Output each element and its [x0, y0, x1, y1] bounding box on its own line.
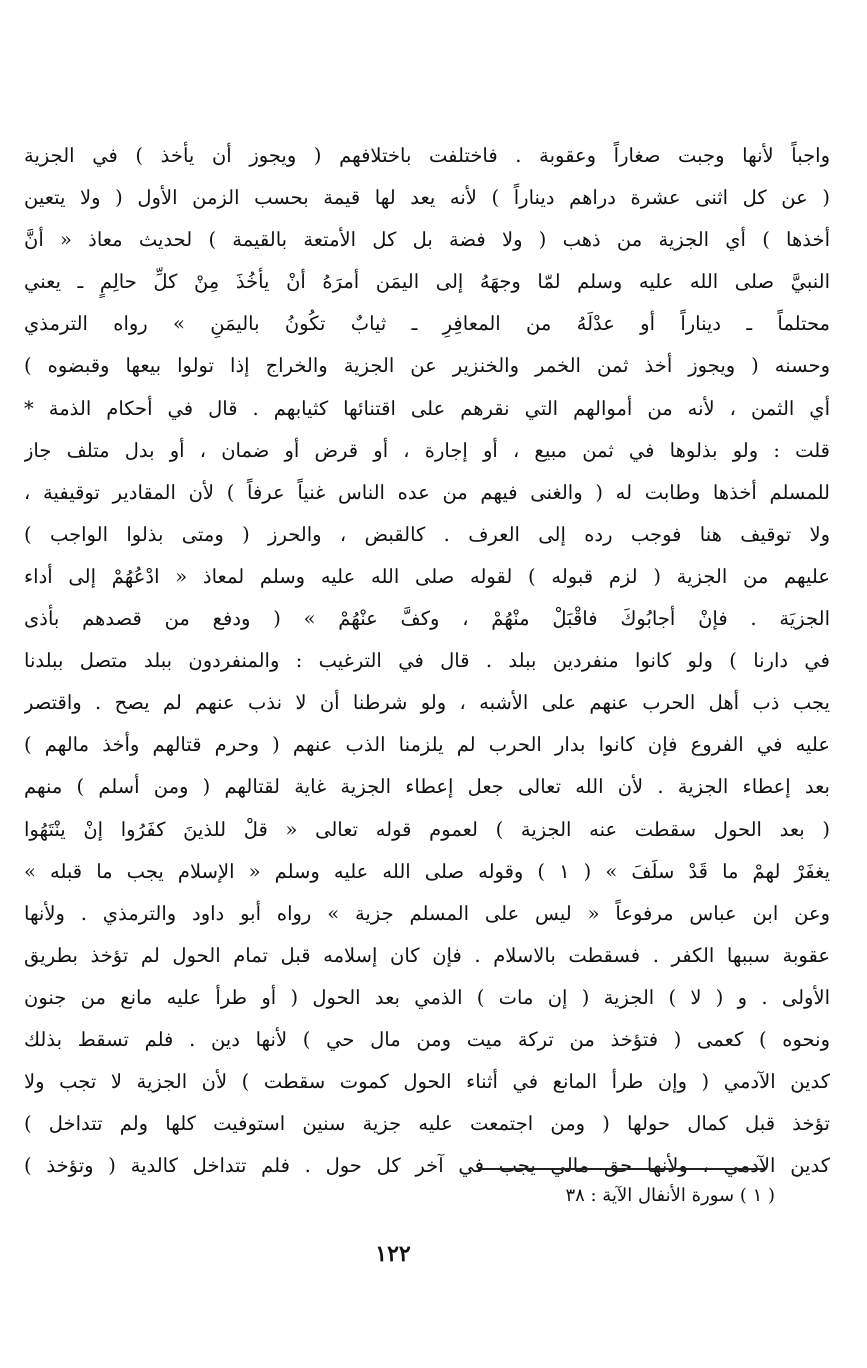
text-line: أي الثمن ، لأنه من أموالهم التي نقرهم على اقتنائها كثيابهم . قال في أحكام الذمة * [24, 396, 830, 420]
main-text-block [24, 135, 830, 1187]
text-line: وحسنه ( ويجوز أخذ ثمن الخمر والخنزير عن الجزية والخراج إذا تولوا بيعها وقبضوه ) [24, 354, 830, 378]
text-line: تؤخذ قبل كمال حولها ( ومن اجتمعت عليه جزية سنين استوفيت كلها ولم تتداخل ) [24, 1112, 830, 1136]
page-number: ١٢٢ [375, 1241, 411, 1267]
text-line: أخذها ) أي الجزية من ذهب ( ولا فضة بل كل الأمتعة بالقيمة ) لحديث معاذ « أنَّ [24, 228, 830, 252]
text-line: واجباً لأنها وجبت صغاراً وعقوبة . فاختلفت باختلافهم ( ويجوز أن يأخذ ) في الجزية [24, 144, 830, 167]
text-line: ونحوه ) كعمى ( فتؤخذ من تركة ميت ومن مال حي ) لأنها دين . فلم تسقط بذلك [24, 1027, 830, 1051]
footnote: ( ١ ) سورة الأنفال الآية : ٣٨ [565, 1185, 775, 1206]
text-line: محتلماً ـ ديناراً أو عدْلَهُ من المعافِرِ ـ ثيابٌ تكُونُ باليمَنِ » رواه الترمذي [24, 312, 830, 336]
text-line: يجب ذب أهل الحرب عنهم على الأشبه ، ولو شرطنا أن لا نذب عنهم لم يصح . واقتصر [24, 691, 830, 715]
text-line: يغفَرْ لهمْ ما قَدْ سلَفَ » ( ١ ) وقوله صلى الله عليه وسلم « الإسلام يجب ما قبله » [24, 859, 830, 883]
text-line: للمسلم أخذها وطابت له ( والغنى فيهم من عده الناس غنياً عرفاً ) لأن المقادير توقيفية ، [24, 480, 830, 504]
text-line: وعن ابن عباس مرفوعاً « ليس على المسلم جزية » رواه أبو داود والترمذي . ولأنها [24, 901, 830, 925]
text-line: ( عن كل اثنى عشرة دراهم ديناراً ) لأنه يعد لها قيمة بحسب الزمن الأول ( ولا يتعين [24, 186, 830, 210]
text-line: بعد إعطاء الجزية . لأن الله تعالى جعل إعطاء الجزية غاية لقتالهم ( ومن أسلم ) منهم [24, 775, 830, 799]
text-line: في دارنا ) ولو كانوا منفردين ببلد . قال في الترغيب : والمنفردون ببلد متصل ببلدنا [24, 649, 830, 673]
text-line: النبيَّ صلى الله عليه وسلم لمّا وجهَهُ إلى اليمَن أمرَهُ أنْ يأخُذَ مِنْ كلِّ حالِمٍ ـ يعني [24, 270, 830, 294]
footnote-divider [478, 1168, 764, 1170]
text-line: عليهم من الجزية ( لزم قبوله ) لقوله صلى الله عليه وسلم لمعاذ « ادْعُهُمْ إلى أداء [24, 564, 830, 588]
text-line: عقوبة سببها الكفر . فسقطت بالاسلام . فإن كان إسلامه قبل تمام الحول لم تؤخذ بطريق [24, 943, 830, 967]
text-line: كدين الآدمي ، ولأنها حق مالي يجب في آخر كل حول . فلم تتداخل كالدية ( وتؤخذ ) [24, 1154, 830, 1178]
text-line: كدين الآدمي ( وإن طرأ المانع في أثناء الحول كموت سقطت ) لأن الجزية لا تجب ولا [24, 1070, 830, 1094]
text-line: ( بعد الحول سقطت عنه الجزية ) لعموم قوله تعالى « قلْ للذينَ كفَرُوا إنْ ينْتَهُوا [24, 817, 830, 841]
text-line: الأولى . و ( لا ) الجزية ( إن مات ) الذمي بعد الحول ( أو طرأ عليه مانع من جنون [24, 985, 830, 1009]
text-line: ولا توقيف هنا فوجب رده إلى العرف . كالقبض ، والحرز ( ومتى بذلوا الواجب ) [24, 522, 830, 546]
text-line: قلت : ولو بذلوها في ثمن مبيع ، أو إجارة ، أو قرض أو ضمان ، أو بدل متلف جاز [24, 438, 830, 462]
text-line: الجزيَة . فإنْ أجابُوكَ فاقْبَلْ منْهُمْ ، وكفَّ عنْهُمْ » ( ودفع من قصدهم بأذى [24, 607, 830, 631]
text-line: عليه في الفروع فإن كانوا بدار الحرب لم يلزمنا الذب عنهم ( وحرم قتالهم وأخذ مالهم ) [24, 733, 830, 757]
